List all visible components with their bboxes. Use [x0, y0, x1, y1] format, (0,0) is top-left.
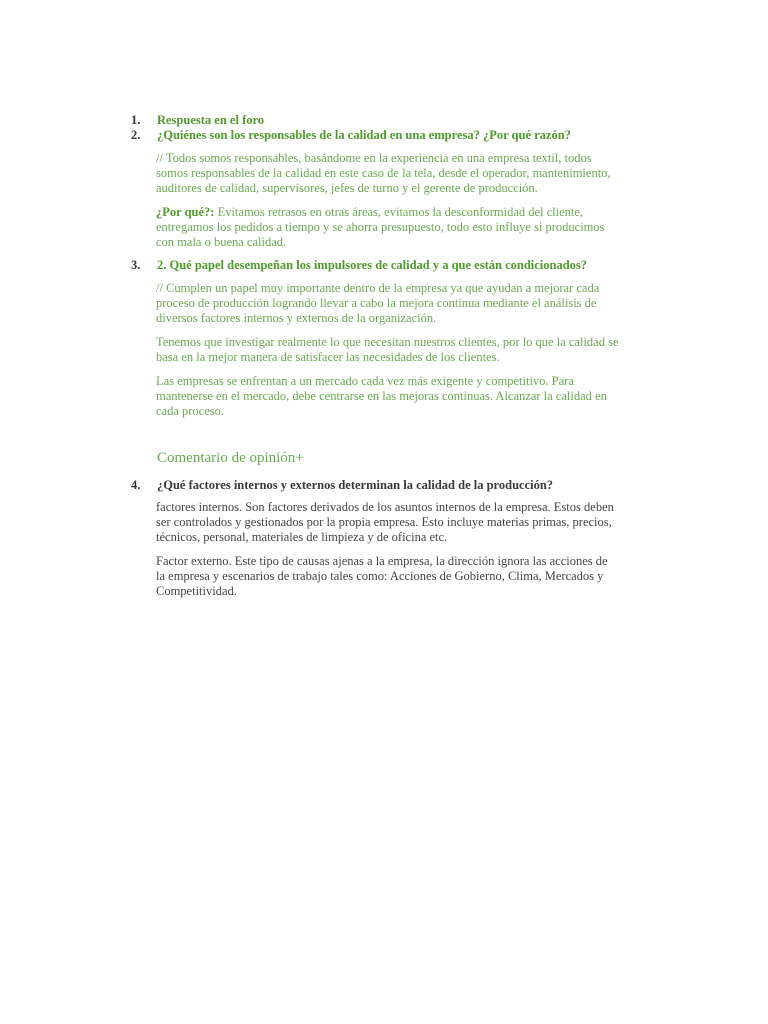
paragraph-line: técnicos, personal, materiales de limpieza y de oficina etc. [156, 530, 448, 544]
answer-paragraph [156, 500, 661, 545]
comment-heading: Comentario de opinión+ [157, 450, 304, 466]
paragraph-line: mantenerse en el mercado, debe centrarse en las mejoras continuas. Alcanzar la calidad en [156, 389, 607, 403]
answer-paragraph [156, 554, 661, 599]
list-number: 4. [131, 478, 141, 492]
answer-paragraph [156, 151, 661, 196]
paragraph-line: auditores de calidad, supervisores, jefes de turno y el gerente de producción. [156, 181, 538, 195]
paragraph-line [156, 205, 661, 220]
paragraph-line: Factor externo. Este tipo de causas ajenas a la empresa, la dirección ignora las acciones de [156, 554, 608, 568]
paragraph-line: basa en la mejor manera de satisfacer las necesidades de los clientes. [156, 350, 500, 364]
answer-paragraph [156, 335, 661, 365]
question-text: ¿Qué factores internos y externos determinan la calidad de la producción? [157, 478, 554, 492]
question-text: 2. Qué papel desempeñan los impulsores de calidad y a que están condicionados? [157, 258, 588, 272]
paragraph-line: factores internos. Son factores derivados de los asuntos internos de la empresa. Estos deben [156, 500, 614, 514]
paragraph-line: la empresa y escenarios de trabajo tales como: Acciones de Gobierno, Clima, Mercados y [156, 569, 604, 583]
paragraph-line: // Todos somos responsables, basándome en la experiencia en una empresa textil, todos [156, 151, 592, 165]
list-number: 2. [131, 128, 141, 142]
list-number: 3. [131, 258, 141, 272]
answer-paragraph [156, 374, 661, 419]
paragraph-line: // Cumplen un papel muy importante dentro de la empresa ya que ayudan a mejorar cada [156, 281, 600, 295]
paragraph-line: con mala o buena calidad. [156, 235, 287, 249]
paragraph-line: Tenemos que investigar realmente lo que necesitan nuestros clientes, por lo que la calidad se [156, 335, 619, 349]
paragraph-line: diversos factores internos y externos de la organización. [156, 311, 437, 325]
paragraph-line: proceso de producción logrando llevar a cabo la mejora continua mediante el análisis de [156, 296, 597, 310]
paragraph-line: somos responsables de la calidad en este caso de la tela, desde el operador, mantenimiento, [156, 166, 611, 180]
paragraph-line: entregamos los pedidos a tiempo y se ahorra presupuesto, todo esto influye si producimos [156, 220, 605, 234]
question-text: ¿Quiénes son los responsables de la calidad en una empresa? ¿Por qué razón? [157, 128, 571, 142]
paragraph-line: Las empresas se enfrentan a un mercado cada vez más exigente y competitivo. Para [156, 374, 574, 388]
reason-paragraph [156, 205, 661, 250]
reason-text: Evitamos retrasos en otras áreas, evitamos la desconformidad del cliente, [214, 205, 584, 219]
list-item-text: Respuesta en el foro [157, 113, 265, 127]
paragraph-line: Competitividad. [156, 584, 237, 598]
answer-paragraph [156, 281, 661, 326]
reason-label: ¿Por qué?: [156, 205, 215, 219]
paragraph-line: cada proceso. [156, 404, 225, 418]
paragraph-line: ser controlados y gestionados por la propia empresa. Esto incluye materias primas, precios, [156, 515, 612, 529]
list-number: 1. [131, 113, 141, 127]
